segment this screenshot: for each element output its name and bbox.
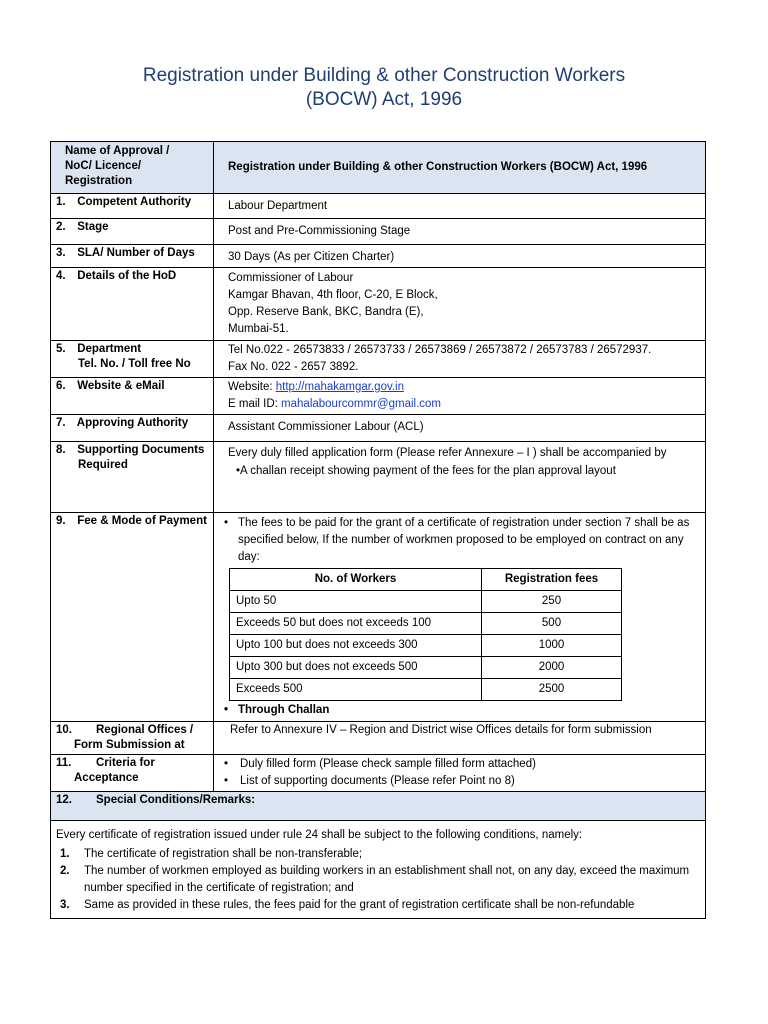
condition-text: The number of workmen employed as building workers in an establishment shall not, on any day, exceed the maximum number specified in the certificate of registration; and <box>84 865 690 894</box>
row-label-text: Details of the HoD <box>77 270 177 282</box>
condition-item <box>56 897 700 914</box>
row-label-text: Stage <box>77 221 109 233</box>
fee-header-cell: Registration fees <box>482 569 622 591</box>
fee-table-row <box>230 613 622 635</box>
table-row <box>51 219 706 245</box>
row-label <box>51 378 214 415</box>
row-number: 3. <box>56 247 66 259</box>
row-label-text: Department <box>77 343 142 355</box>
title-line-1: Registration under Building & other Construction Workers <box>142 65 626 86</box>
row-number: 5. <box>56 343 66 355</box>
fee-table-row <box>230 591 622 613</box>
fee-amount: 250 <box>482 591 622 613</box>
table-header-row <box>51 142 706 194</box>
special-conditions-header <box>51 792 706 821</box>
row-label <box>51 341 214 378</box>
row-label-text: Supporting Documents <box>77 444 205 456</box>
row-label-text: Fee & Mode of Payment <box>77 515 207 527</box>
row-label <box>51 513 214 722</box>
condition-text: Same as provided in these rules, the fees paid for the grant of registration certificate shall be non-refundable <box>84 899 635 911</box>
title-line-2: (BOCW) Act, 1996 <box>305 89 463 110</box>
row-number: 11. <box>56 757 72 769</box>
condition-number: 3. <box>60 899 70 911</box>
fee-table-row <box>230 679 622 701</box>
row-value: Refer to Annexure IV – Region and District wise Offices details for form submission <box>214 722 706 755</box>
header-label-cell <box>51 142 214 194</box>
fee-header-cell: No. of Workers <box>230 569 482 591</box>
fee-workers: Upto 100 but does not exceeds 300 <box>230 635 482 657</box>
row-value <box>214 442 706 513</box>
header-value-cell: Registration under Building & other Construction Workers (BOCW) Act, 1996 <box>214 142 706 194</box>
row-label-text: Website & eMail <box>77 380 165 392</box>
row-number: 12. <box>56 794 72 806</box>
row-number: 10. <box>56 724 72 736</box>
row-label <box>51 268 214 341</box>
header-label-line: NoC/ Licence/ <box>65 160 142 172</box>
row-label-text: Form Submission at <box>74 739 185 751</box>
fee-table <box>229 568 622 701</box>
hod-line: Commissioner of Labour <box>228 272 354 284</box>
table-row <box>51 415 706 442</box>
condition-number: 2. <box>60 865 70 877</box>
criteria-bullet: • Duly filled form (Please check sample filled form attached) <box>216 756 700 773</box>
row-number: 8. <box>56 444 66 456</box>
row-label <box>51 442 214 513</box>
row-number: 4. <box>56 270 66 282</box>
special-intro: Every certificate of registration issued under rule 24 shall be subject to the following conditions, namely: <box>56 829 583 841</box>
row-label <box>51 755 214 792</box>
row-label <box>51 219 214 245</box>
fee-amount: 1000 <box>482 635 622 657</box>
row-label <box>51 245 214 268</box>
fee-table-header <box>230 569 622 591</box>
email-link[interactable]: mahalabourcommr@gmail.com <box>281 398 441 410</box>
fee-workers: Upto 50 <box>230 591 482 613</box>
row-label-text: Criteria for <box>96 757 155 769</box>
table-row <box>51 341 706 378</box>
row-value <box>214 268 706 341</box>
row-number: 6. <box>56 380 66 392</box>
approval-details-table <box>50 141 706 919</box>
email-label: E mail ID: <box>228 398 282 410</box>
row-label-text: Regional Offices / <box>96 724 194 736</box>
row-number: 9. <box>56 515 66 527</box>
row-label-text: Approving Authority <box>76 417 189 429</box>
row-label-text: Special Conditions/Remarks: <box>96 794 256 806</box>
table-row <box>51 513 706 722</box>
row-number: 2. <box>56 221 66 233</box>
row-value: Labour Department <box>214 194 706 219</box>
fee-amount: 500 <box>482 613 622 635</box>
fee-amount: 2500 <box>482 679 622 701</box>
row-value <box>214 513 706 722</box>
documents-bullet: • A challan receipt showing payment of the fees for the plan approval layout <box>228 462 700 480</box>
hod-line: Mumbai-51. <box>228 323 289 335</box>
condition-number: 1. <box>60 848 70 860</box>
fee-table-row <box>230 635 622 657</box>
row-label <box>51 415 214 442</box>
row-label-text: Tel. No. / Toll free No <box>78 358 191 370</box>
table-row <box>51 378 706 415</box>
row-value <box>214 341 706 378</box>
row-label-text: Required <box>78 459 128 471</box>
hod-line: Kamgar Bhavan, 4th floor, C-20, E Block, <box>228 289 438 301</box>
fee-amount: 2000 <box>482 657 622 679</box>
table-row <box>51 755 706 792</box>
fee-table-row <box>230 657 622 679</box>
row-value: 30 Days (As per Citizen Charter) <box>214 245 706 268</box>
table-row <box>51 268 706 341</box>
website-label: Website: <box>228 381 276 393</box>
fee-workers: Exceeds 50 but does not exceeds 100 <box>230 613 482 635</box>
header-label-line: Name of Approval / <box>65 145 170 157</box>
row-label-text: Acceptance <box>74 772 139 784</box>
row-number: 1. <box>56 196 66 208</box>
row-value <box>214 378 706 415</box>
table-row <box>51 245 706 268</box>
row-value <box>214 755 706 792</box>
row-value: Assistant Commissioner Labour (ACL) <box>214 415 706 442</box>
condition-text: The certificate of registration shall be non-transferable; <box>84 848 363 860</box>
documents-text: Every duly filled application form (Please refer Annexure – I ) shall be accompanied by <box>228 447 667 459</box>
hod-line: Opp. Reserve Bank, BKC, Bandra (E), <box>228 306 424 318</box>
fee-workers: Exceeds 500 <box>230 679 482 701</box>
table-row <box>51 722 706 755</box>
header-label-line: Registration <box>65 175 133 187</box>
row-number: 7. <box>56 417 66 429</box>
criteria-bullet: • List of supporting documents (Please refer Point no 8) <box>216 773 700 790</box>
website-link[interactable]: http://mahakamgar.gov.in <box>275 381 405 393</box>
tel-numbers: Tel No.022 - 26573833 / 26573733 / 26573869 / 26573872 / 26573783 / 26572937. <box>228 344 652 356</box>
fee-workers: Upto 300 but does not exceeds 500 <box>230 657 482 679</box>
row-label-text: Competent Authority <box>77 196 192 208</box>
special-conditions-body <box>51 821 706 919</box>
row-label <box>51 722 214 755</box>
table-row <box>51 442 706 513</box>
page-title <box>0 64 768 112</box>
special-conditions-header-row <box>51 792 706 821</box>
special-conditions-body-row <box>51 821 706 919</box>
fee-bullet-1: • The fees to be paid for the grant of a certificate of registration under section 7 shall be as specified below, If the number of workmen proposed to be employed on contract on any day: <box>216 515 700 566</box>
row-value: Post and Pre-Commissioning Stage <box>214 219 706 245</box>
table-row <box>51 194 706 219</box>
fax-number: Fax No. 022 - 2657 3892. <box>228 361 359 373</box>
fee-bullet-2: • Through Challan <box>216 702 700 719</box>
condition-item <box>56 863 700 897</box>
row-label-text: SLA/ Number of Days <box>77 247 195 259</box>
row-label <box>51 194 214 219</box>
condition-item <box>56 846 700 863</box>
